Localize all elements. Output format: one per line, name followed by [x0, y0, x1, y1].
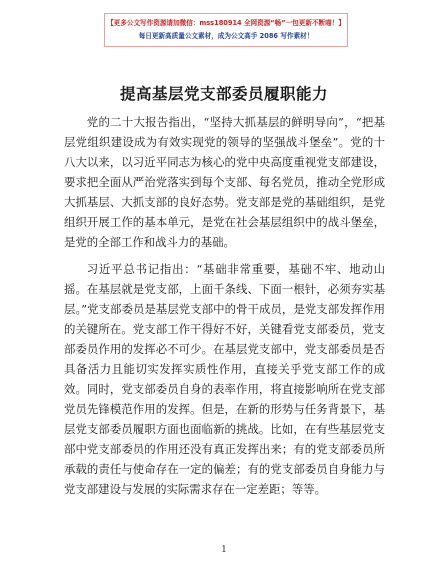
document-body: [64, 112, 385, 499]
paragraph: 党的二十大报告指出，“坚持大抓基层的鲜明导向”，“把基层党组织建设成为有效实现党的领导的坚强战斗堡垒”。党的十八大以来，以习近平同志为核心的党中央高度重视党支部建设，要求把全面从严治党落实到每个支部、每名党员，推动全党形成大抓基层、大抓支部的良好态势。党支部是党的基础组织，是党组织开展工作的基本单元，是党在社会基层组织中的战斗堡垒，是党的全部工作和战斗力的基础。: [64, 115, 385, 249]
promo-banner-line-2: 每日更新高质量公文素材，成为公文高手 2086 写作素材！: [138, 32, 314, 40]
document-title: 提高基层党支部委员履职能力: [119, 85, 328, 103]
page-number: 1: [221, 545, 227, 555]
promo-banner: [104, 13, 348, 47]
promo-banner-line-1: 【更多公文写作资源请加微信：mss180914 全网资源“畅”一包更新不断喵！】: [107, 19, 345, 27]
paragraph: 习近平总书记指出：“基础非常重要，基础不牢、地动山摇。在基层就是党支部，上面千条线、下面一根针，必须夯实基层。”党支部委员是基层党支部中的骨干成员，是党支部发挥作用的关键所在。党支部工作干得好不好，关键看党支部委员，党支部委员作用的发挥必不可少。在基层党支部中，党支部委员是否具备活力且能切实发挥实质性作用，直接关乎党支部工作的成效。同时，党支部委员自身的表率作用，将直接影响所在党支部党员先锋模范作用的发挥。但是，在新的形势与任务背景下，基层党支部委员履职方面也面临新的挑战。比如，在有些基层党支部中党支部委员的作用还没有真正发挥出来；有的党支部委员所承载的责任与使命存在一定的偏差；有的党支部委员自身能力与党支部建设与发展的实际需求存在一定差距；等等。: [64, 262, 385, 496]
